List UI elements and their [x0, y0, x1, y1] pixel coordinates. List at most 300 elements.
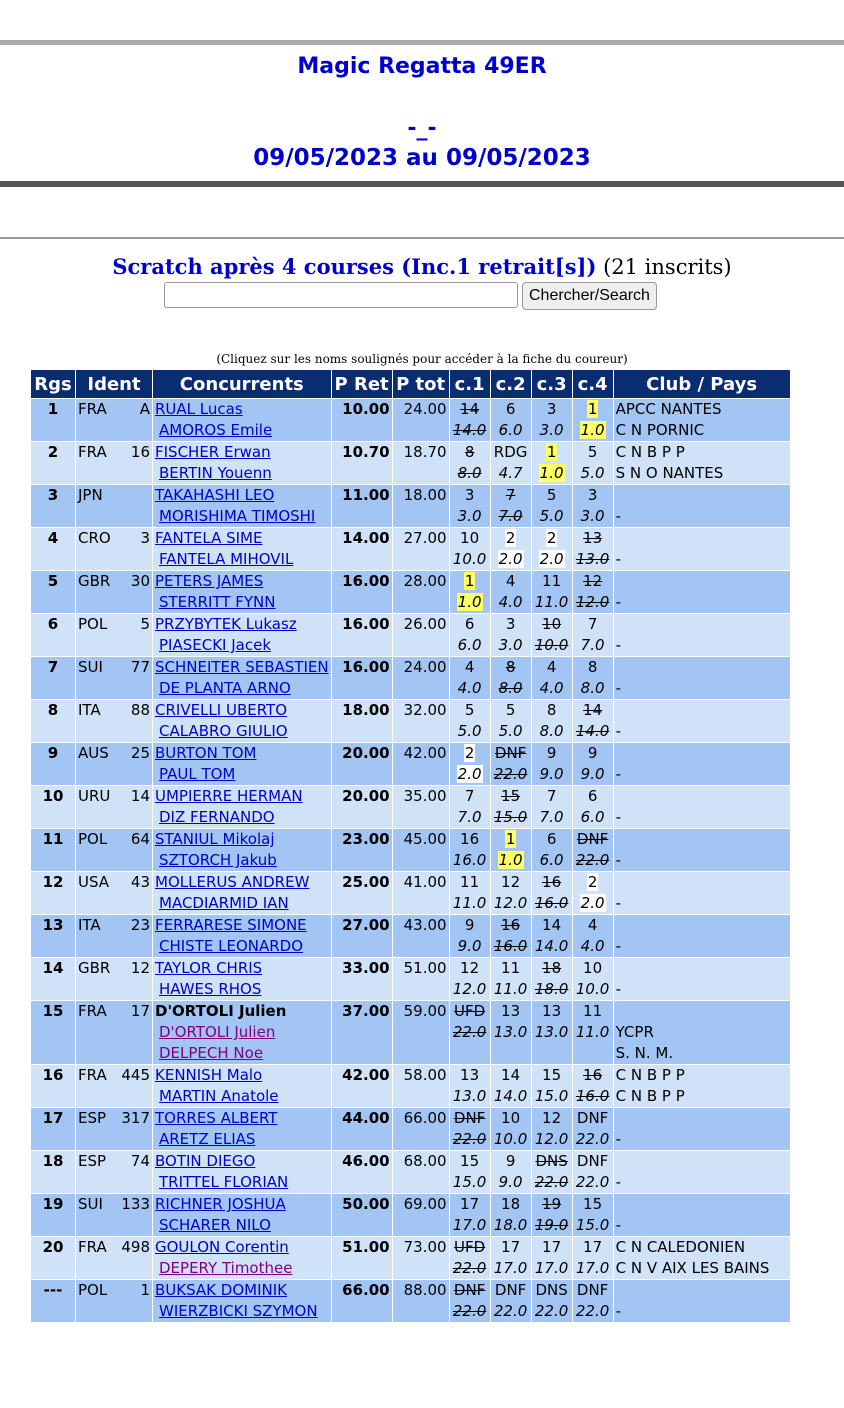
ident-cell [76, 1108, 152, 1150]
race-result: 7 [464, 787, 475, 805]
table-row [31, 1001, 790, 1064]
total-points: 27.00 [393, 528, 449, 570]
table-row [31, 1194, 790, 1236]
club-cell [614, 1108, 790, 1150]
race-cell [573, 399, 613, 441]
col-header-ptot: P tot [393, 370, 449, 398]
race-points: 4.0 [498, 593, 523, 611]
race-result: 18 [542, 959, 562, 977]
table-row [31, 399, 790, 441]
race-cell [491, 700, 531, 742]
table-row [31, 657, 790, 699]
race-points: 1.0 [539, 464, 564, 482]
race-result: 7 [505, 486, 516, 504]
country-code: ESP [78, 1109, 107, 1127]
total-points: 69.00 [393, 1194, 449, 1236]
net-points: 23.00 [332, 829, 392, 871]
race-result: 9 [546, 744, 557, 762]
race-cell [573, 657, 613, 699]
rank-cell: 7 [31, 657, 75, 699]
race-points: 2.0 [539, 550, 564, 568]
competitor-name: D'ORTOLI Julien [155, 1002, 287, 1020]
competitor-link[interactable]: MACDIARMID IAN [159, 894, 289, 912]
competitor-link[interactable]: DIZ FERNANDO [159, 808, 275, 826]
club-name [616, 485, 788, 506]
competitor-link[interactable]: BURTON TOM [155, 744, 257, 762]
club-cell [614, 614, 790, 656]
race-cell [532, 1065, 572, 1107]
competitor-link[interactable]: TORRES ALBERT [155, 1109, 278, 1127]
race-cell [532, 786, 572, 828]
club-name: - [615, 765, 622, 783]
race-points: 22.0 [575, 1173, 610, 1191]
race-points: 1.0 [580, 421, 605, 439]
race-result: 8 [505, 658, 516, 676]
race-points: 15.0 [452, 1173, 487, 1191]
club-name: - [615, 1216, 622, 1234]
competitor-link[interactable]: AMOROS Emile [159, 421, 273, 439]
club-name: - [615, 593, 622, 611]
ident-cell [76, 829, 152, 871]
ident-cell [76, 1194, 152, 1236]
race-cell [491, 1151, 531, 1193]
race-result: 15 [460, 1152, 480, 1170]
competitor-link[interactable]: D'ORTOLI Julien [159, 1023, 276, 1041]
race-cell [450, 958, 490, 1000]
rank-cell: 6 [31, 614, 75, 656]
race-result: 5 [546, 486, 557, 504]
table-row [31, 1065, 790, 1107]
race-cell [491, 1001, 531, 1064]
club-name: - [615, 507, 622, 525]
rank-cell: 8 [31, 700, 75, 742]
net-points: 25.00 [332, 872, 392, 914]
rank-cell: 1 [31, 399, 75, 441]
competitor-link[interactable]: DELPECH Noe [159, 1044, 264, 1062]
race-result: 4 [546, 658, 557, 676]
club-name: - [615, 937, 622, 955]
race-result: 16 [501, 916, 521, 934]
competitor-link[interactable]: TRITTEL FLORIAN [159, 1173, 289, 1191]
total-points: 24.00 [393, 657, 449, 699]
race-result: 1 [464, 572, 475, 590]
total-points: 18.70 [393, 442, 449, 484]
race-cell [532, 700, 572, 742]
race-points: 8.0 [498, 679, 523, 697]
table-row [31, 700, 790, 742]
race-result: 6 [546, 830, 557, 848]
race-result: 11 [501, 959, 521, 977]
country-code: SUI [78, 1195, 103, 1213]
race-result: 17 [460, 1195, 480, 1213]
country-code: ESP [78, 1152, 107, 1170]
race-result: DNF [453, 1281, 486, 1299]
competitor-link[interactable]: UMPIERRE HERMAN [155, 787, 303, 805]
race-result: 15 [583, 1195, 603, 1213]
club-name [616, 786, 788, 807]
total-points: 66.00 [393, 1108, 449, 1150]
competitor-link[interactable]: RUAL Lucas [155, 400, 243, 418]
club-cell [614, 528, 790, 570]
total-points: 88.00 [393, 1280, 449, 1322]
race-points: 6.0 [498, 421, 523, 439]
club-cell [614, 915, 790, 957]
competitor-link[interactable]: HAWES RHOS [159, 980, 262, 998]
race-result: RDG [493, 443, 528, 461]
rank-cell: 10 [31, 786, 75, 828]
country-code: ITA [78, 916, 101, 934]
race-cell [573, 1237, 613, 1279]
race-result: 13 [501, 1002, 521, 1020]
race-points: 17.0 [452, 1216, 487, 1234]
rank-cell: 9 [31, 743, 75, 785]
club-name: - [615, 722, 622, 740]
col-header-rank: Rgs [31, 370, 75, 398]
competitor-link[interactable]: BOTIN DIEGO [155, 1152, 256, 1170]
race-result: 2 [546, 529, 557, 547]
race-result: 6 [505, 400, 516, 418]
race-cell [450, 915, 490, 957]
race-result: DNF [494, 744, 527, 762]
competitor-link[interactable]: MOLLERUS ANDREW [155, 873, 310, 891]
net-points: 16.00 [332, 657, 392, 699]
sail-number: 12 [130, 959, 150, 977]
race-points: 15.0 [534, 1087, 569, 1105]
table-row [31, 1151, 790, 1193]
race-cell [450, 743, 490, 785]
rank-cell: 13 [31, 915, 75, 957]
competitor-link[interactable]: PETERS JAMES [155, 572, 264, 590]
competitor-link[interactable]: RICHNER JOSHUA [155, 1195, 286, 1213]
competitor-link[interactable]: BUKSAK DOMINIK [155, 1281, 287, 1299]
race-points: 17.0 [575, 1259, 610, 1277]
race-cell [573, 571, 613, 613]
race-cell [450, 700, 490, 742]
race-cell [573, 485, 613, 527]
club-name: C N CALEDONIEN [615, 1238, 746, 1256]
club-cell [614, 958, 790, 1000]
club-name: - [615, 980, 622, 998]
competitor-link[interactable]: PIASECKI Jacek [159, 636, 272, 654]
club-cell [614, 1194, 790, 1236]
race-points: 15.0 [493, 808, 528, 826]
competitor-link[interactable]: WIERZBICKI SZYMON [159, 1302, 318, 1320]
race-cell [450, 1280, 490, 1322]
club-name [616, 958, 788, 979]
race-cell [450, 786, 490, 828]
net-points: 16.00 [332, 614, 392, 656]
competitor-link[interactable]: FERRARESE SIMONE [155, 916, 307, 934]
ident-cell [76, 657, 152, 699]
total-points: 68.00 [393, 1151, 449, 1193]
race-points: 22.0 [452, 1302, 487, 1320]
club-name [616, 528, 788, 549]
competitors-cell [153, 657, 331, 699]
race-points: 6.0 [457, 636, 482, 654]
search-bar [164, 282, 684, 312]
net-points: 20.00 [332, 786, 392, 828]
sail-number: 64 [130, 830, 150, 848]
race-points: 14.0 [452, 421, 487, 439]
competitor-link[interactable]: ARETZ ELIAS [159, 1130, 256, 1148]
race-cell [450, 1151, 490, 1193]
results-table [30, 369, 791, 1323]
race-result: DNF [453, 1109, 486, 1127]
net-points: 20.00 [332, 743, 392, 785]
sail-number: 25 [130, 744, 150, 762]
race-result: DNS [535, 1152, 568, 1170]
search-input[interactable] [164, 282, 518, 308]
race-result: 11 [583, 1002, 603, 1020]
race-points: 22.0 [575, 1130, 610, 1148]
club-name: S N O NANTES [615, 464, 724, 482]
club-cell [614, 829, 790, 871]
competitors-cell [153, 1065, 331, 1107]
competitor-link[interactable]: STERRITT FYNN [159, 593, 276, 611]
competitor-link[interactable]: CHISTE LEONARDO [159, 937, 304, 955]
race-points: 3.0 [539, 421, 564, 439]
competitor-link[interactable]: BERTIN Youenn [159, 464, 272, 482]
total-points: 59.00 [393, 1001, 449, 1064]
total-points: 28.00 [393, 571, 449, 613]
race-points: 22.0 [493, 765, 528, 783]
club-name [616, 1001, 788, 1022]
competitor-link[interactable]: CALABRO GIULIO [159, 722, 288, 740]
col-header-club: Club / Pays [614, 370, 790, 398]
competitor-link[interactable]: GOULON Corentin [155, 1238, 289, 1256]
table-row [31, 1237, 790, 1279]
club-name: C N B P P [615, 1066, 685, 1084]
competitor-link[interactable]: SCHNEITER SEBASTIEN [155, 658, 329, 676]
summary-label: Scratch après 4 courses (Inc.1 retrait[s]) [112, 254, 597, 279]
club-cell [614, 657, 790, 699]
club-name: C N B P P [615, 1087, 685, 1105]
club-cell [614, 571, 790, 613]
net-points: 44.00 [332, 1108, 392, 1150]
rank-cell: --- [31, 1280, 75, 1322]
competitor-link[interactable]: DE PLANTA ARNO [159, 679, 291, 697]
race-points: 16.0 [575, 1087, 610, 1105]
race-result: 5 [464, 701, 475, 719]
race-cell [491, 1108, 531, 1150]
club-name: APCC NANTES [615, 400, 722, 418]
competitors-cell [153, 1194, 331, 1236]
country-code: FRA [78, 400, 107, 418]
competitors-cell [153, 786, 331, 828]
competitors-cell [153, 1108, 331, 1150]
club-cell [614, 700, 790, 742]
competitor-link[interactable]: CRIVELLI UBERTO [155, 701, 288, 719]
race-cell [491, 528, 531, 570]
race-result: 4 [505, 572, 516, 590]
race-result: 1 [587, 400, 598, 418]
club-name: - [615, 636, 622, 654]
total-points: 35.00 [393, 786, 449, 828]
net-points: 11.00 [332, 485, 392, 527]
ident-cell [76, 399, 152, 441]
sail-number: A [139, 400, 150, 418]
net-points: 33.00 [332, 958, 392, 1000]
race-result: 3 [587, 486, 598, 504]
race-cell [573, 614, 613, 656]
race-cell [573, 1280, 613, 1322]
race-result: 2 [464, 744, 475, 762]
competitors-cell [153, 1280, 331, 1322]
club-name: S. N. M. [615, 1044, 674, 1062]
competitor-link[interactable]: DEPERY Timothee [159, 1259, 293, 1277]
club-name: C N B P P [615, 443, 685, 461]
club-cell [614, 485, 790, 527]
race-points: 22.0 [493, 1302, 528, 1320]
race-result: 13 [583, 529, 603, 547]
race-result: 3 [464, 486, 475, 504]
ident-cell [76, 915, 152, 957]
race-result: 2 [587, 873, 598, 891]
race-result: 15 [501, 787, 521, 805]
race-cell [532, 915, 572, 957]
table-row [31, 1280, 790, 1322]
race-result: 12 [542, 1109, 562, 1127]
race-points: 13.0 [534, 1023, 569, 1041]
competitors-cell [153, 614, 331, 656]
race-cell [491, 829, 531, 871]
country-code: FRA [78, 1002, 107, 1020]
race-cell [491, 786, 531, 828]
club-cell [614, 872, 790, 914]
sail-number: 317 [121, 1109, 150, 1127]
race-points: 1.0 [498, 851, 523, 869]
race-result: 3 [546, 400, 557, 418]
race-points: 22.0 [575, 1302, 610, 1320]
race-cell [573, 829, 613, 871]
race-result: DNF [576, 1281, 609, 1299]
race-result: 8 [464, 443, 475, 461]
competitor-link[interactable]: FISCHER Erwan [155, 443, 271, 461]
sail-number: 16 [130, 443, 150, 461]
net-points: 37.00 [332, 1001, 392, 1064]
race-points: 9.0 [498, 1173, 523, 1191]
club-name: YCPR [615, 1023, 654, 1041]
competitor-link[interactable]: FANTELA MIHOVIL [159, 550, 294, 568]
table-row [31, 442, 790, 484]
country-code: GBR [78, 572, 111, 590]
search-button[interactable]: Chercher/Search [522, 282, 657, 310]
race-result: DNS [535, 1281, 568, 1299]
race-result: 4 [587, 916, 598, 934]
competitor-link[interactable]: TAYLOR CHRIS [155, 959, 263, 977]
net-points: 10.00 [332, 399, 392, 441]
competitor-link[interactable]: STANIUL Mikolaj [155, 830, 275, 848]
race-cell [573, 915, 613, 957]
club-cell [614, 399, 790, 441]
competitor-link[interactable]: PRZYBYTEK Lukasz [155, 615, 297, 633]
race-cell [491, 915, 531, 957]
country-code: URU [78, 787, 111, 805]
race-result: 7 [587, 615, 598, 633]
race-points: 18.0 [493, 1216, 528, 1234]
race-points: 4.7 [498, 464, 523, 482]
race-result: DNF [576, 830, 609, 848]
competitor-link[interactable]: FANTELA SIME [155, 529, 263, 547]
competitor-link[interactable]: PAUL TOM [159, 765, 236, 783]
competitor-link[interactable]: TAKAHASHI LEO [155, 486, 275, 504]
race-points: 4.0 [457, 679, 482, 697]
race-result: 2 [505, 529, 516, 547]
race-cell [532, 958, 572, 1000]
race-points: 8.0 [539, 722, 564, 740]
page-subtitle: -_- [407, 116, 437, 141]
race-cell [573, 743, 613, 785]
race-result: 1 [546, 443, 557, 461]
race-cell [532, 1280, 572, 1322]
rank-cell: 16 [31, 1065, 75, 1107]
race-cell [491, 442, 531, 484]
race-points: 7.0 [539, 808, 564, 826]
competitor-link[interactable]: KENNISH Malo [155, 1066, 263, 1084]
race-cell [532, 442, 572, 484]
competitor-link[interactable]: MARTIN Anatole [159, 1087, 279, 1105]
country-code: JPN [78, 486, 103, 504]
net-points: 46.00 [332, 1151, 392, 1193]
rank-cell: 18 [31, 1151, 75, 1193]
race-cell [450, 399, 490, 441]
race-points: 14.0 [575, 722, 610, 740]
race-points: 12.0 [452, 980, 487, 998]
country-code: AUS [78, 744, 109, 762]
race-points: 11.0 [575, 1023, 610, 1041]
race-cell [532, 657, 572, 699]
club-name [616, 700, 788, 721]
race-cell [491, 1237, 531, 1279]
race-points: 17.0 [493, 1259, 528, 1277]
ident-cell [76, 485, 152, 527]
club-cell [614, 1237, 790, 1279]
sail-number: 77 [130, 658, 150, 676]
race-result: 17 [501, 1238, 521, 1256]
race-result: 10 [460, 529, 480, 547]
sail-number: 5 [140, 615, 150, 633]
club-name [616, 614, 788, 635]
country-code: ITA [78, 701, 101, 719]
country-code: USA [78, 873, 110, 891]
club-name [616, 743, 788, 764]
col-header-race-4: c.4 [573, 370, 613, 398]
sail-number: 74 [130, 1152, 150, 1170]
race-result: 17 [583, 1238, 603, 1256]
competitor-link[interactable]: SCHARER NILO [159, 1216, 271, 1234]
competitor-link[interactable]: SZTORCH Jakub [159, 851, 277, 869]
club-cell [614, 1280, 790, 1322]
race-result: 4 [464, 658, 475, 676]
total-points: 51.00 [393, 958, 449, 1000]
race-points: 7.0 [498, 507, 523, 525]
club-name [616, 1194, 788, 1215]
race-points: 12.0 [575, 593, 610, 611]
race-cell [450, 1065, 490, 1107]
rank-cell: 4 [31, 528, 75, 570]
table-row [31, 485, 790, 527]
total-points: 26.00 [393, 614, 449, 656]
col-header-pret: P Ret [332, 370, 392, 398]
race-points: 4.0 [539, 679, 564, 697]
ident-cell [76, 1065, 152, 1107]
country-code: CRO [78, 529, 111, 547]
rank-cell: 17 [31, 1108, 75, 1150]
race-cell [532, 571, 572, 613]
race-result: 5 [505, 701, 516, 719]
competitor-link[interactable]: MORISHIMA TIMOSHI [159, 507, 316, 525]
rank-cell: 12 [31, 872, 75, 914]
